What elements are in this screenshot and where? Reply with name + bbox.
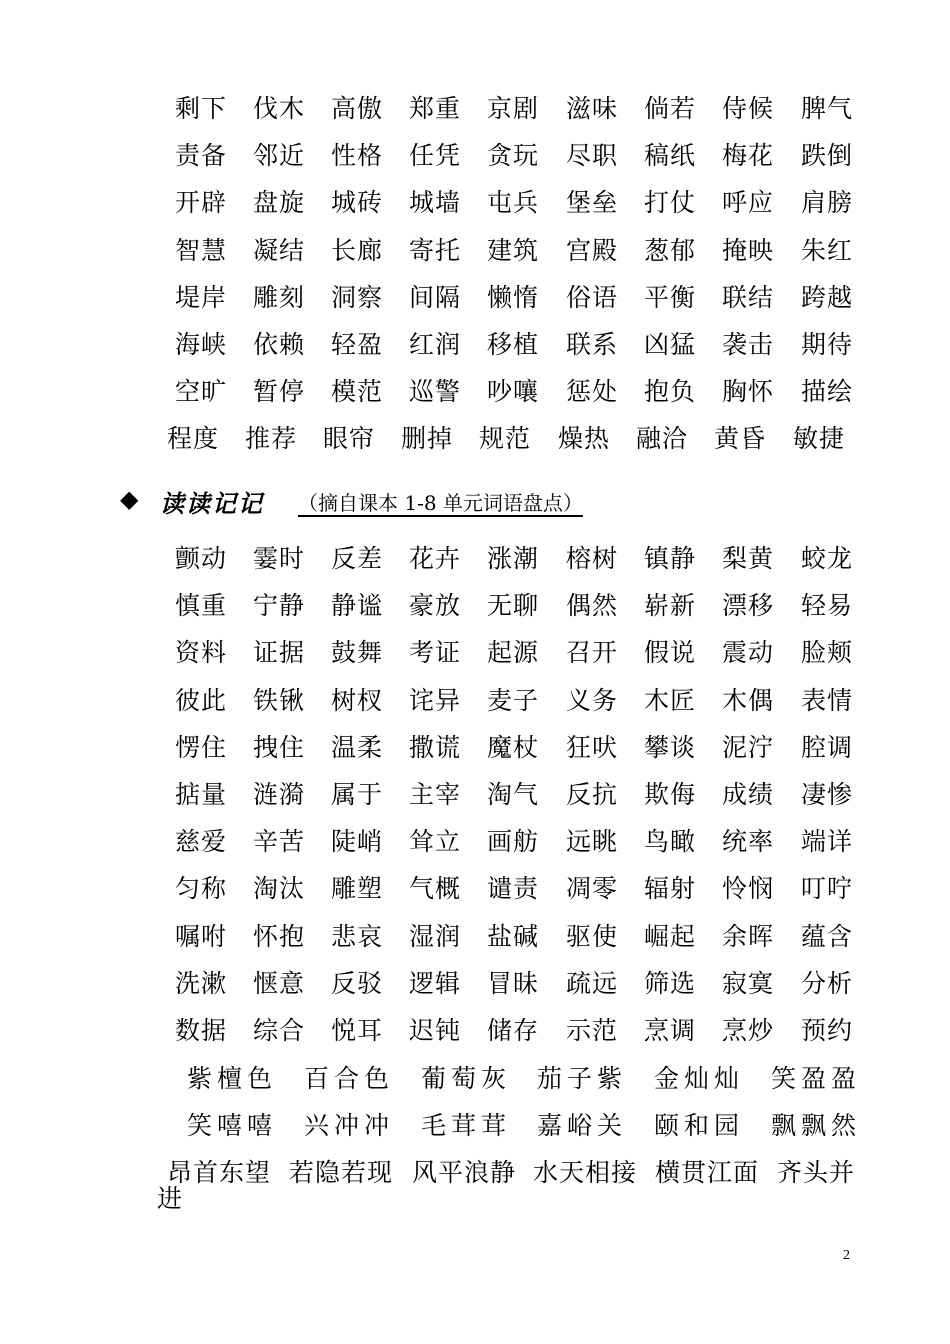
word: 花卉 — [409, 544, 462, 573]
word: 盘旋 — [253, 188, 306, 218]
word: 郑重 — [409, 94, 462, 123]
word: 筛选 — [644, 968, 697, 998]
word: 证据 — [253, 638, 306, 668]
word: 懒惰 — [487, 282, 540, 312]
word: 雕塑 — [331, 874, 384, 904]
word: 贪玩 — [487, 141, 540, 171]
word: 凋零 — [566, 874, 619, 904]
word: 梅花 — [722, 141, 775, 171]
word: 规范 — [479, 424, 532, 454]
word: 怜悯 — [722, 874, 775, 904]
word: 齐头并 — [777, 1158, 856, 1187]
word: 无聊 — [487, 591, 540, 621]
word: 脸颊 — [801, 638, 854, 668]
word: 屯兵 — [487, 188, 540, 218]
word: 彼此 — [175, 685, 228, 715]
word: 描绘 — [801, 377, 854, 407]
word: 温柔 — [331, 732, 384, 762]
word: 崭新 — [644, 591, 697, 621]
word: 朱红 — [801, 235, 854, 265]
word: 起源 — [487, 638, 540, 668]
word: 倘若 — [644, 94, 697, 123]
word: 联结 — [722, 282, 775, 312]
word: 金灿灿 — [654, 1064, 745, 1093]
section-title: 读读记记 — [160, 490, 264, 518]
word: 滋味 — [566, 94, 619, 123]
word: 模范 — [331, 377, 384, 407]
word: 凶猛 — [644, 330, 697, 359]
word: 匀称 — [175, 874, 228, 904]
word: 伐木 — [253, 94, 306, 123]
word: 烹炒 — [722, 1016, 775, 1045]
word: 长廊 — [331, 235, 384, 265]
word: 慎重 — [175, 591, 228, 621]
word: 湿润 — [409, 921, 462, 951]
word: 抱负 — [644, 377, 697, 407]
word: 愣住 — [175, 732, 228, 762]
word: 悦耳 — [331, 1016, 384, 1045]
word: 气概 — [409, 874, 462, 904]
word: 狂吠 — [566, 732, 619, 762]
word: 毛茸茸 — [421, 1111, 512, 1140]
word: 漂移 — [722, 591, 775, 621]
word: 高傲 — [331, 94, 384, 123]
word: 蕴含 — [801, 921, 854, 951]
word: 程度 — [167, 424, 220, 454]
word: 惩处 — [566, 377, 619, 407]
word: 怀抱 — [253, 921, 306, 951]
word: 删掉 — [401, 424, 454, 454]
word: 跌倒 — [801, 141, 854, 171]
word: 麦子 — [487, 685, 540, 715]
word: 烹调 — [644, 1016, 697, 1045]
word: 责备 — [175, 141, 228, 171]
word: 笑盈盈 — [771, 1064, 862, 1093]
word: 俗语 — [566, 282, 619, 312]
word: 淘汰 — [253, 874, 306, 904]
word: 冒昧 — [487, 968, 540, 998]
word: 轻盈 — [331, 330, 384, 359]
word: 掩映 — [722, 235, 775, 265]
word: 暂停 — [253, 377, 306, 407]
word: 榕树 — [566, 544, 619, 573]
word: 远眺 — [566, 827, 619, 857]
word: 综合 — [253, 1016, 306, 1045]
word: 洞察 — [331, 282, 384, 312]
word: 静谧 — [331, 591, 384, 621]
word: 凝结 — [253, 235, 306, 265]
word: 寂寞 — [722, 968, 775, 998]
word: 欺侮 — [644, 780, 697, 809]
word: 黄昏 — [714, 424, 767, 454]
word: 腔调 — [801, 732, 854, 762]
word: 横贯江面 — [655, 1158, 760, 1187]
word: 期待 — [801, 330, 854, 359]
word: 反抗 — [566, 780, 619, 809]
word: 辛苦 — [253, 827, 306, 857]
word: 葡萄灰 — [421, 1064, 512, 1093]
word: 打仗 — [644, 188, 697, 218]
word: 堡垒 — [566, 188, 619, 218]
word: 红润 — [409, 330, 462, 359]
word: 燥热 — [558, 424, 611, 454]
word: 反差 — [331, 544, 384, 573]
section-subtitle: （摘自课本 1-8 单元词语盘点） — [298, 491, 583, 515]
word: 吵嚷 — [487, 377, 540, 407]
word: 平衡 — [644, 282, 697, 312]
word: 若隐若现 — [289, 1158, 394, 1187]
word: 端详 — [801, 827, 854, 857]
word: 融洽 — [636, 424, 689, 454]
word: 间隔 — [409, 282, 462, 312]
word: 数据 — [175, 1016, 228, 1045]
word: 攀谈 — [644, 732, 697, 762]
word: 辐射 — [644, 874, 697, 904]
word: 性格 — [331, 141, 384, 171]
word: 泥泞 — [722, 732, 775, 762]
word: 肩膀 — [801, 188, 854, 218]
word: 树杈 — [331, 685, 384, 715]
diamond-bullet-icon: ◆ — [120, 485, 139, 513]
word: 跨越 — [801, 282, 854, 312]
page-number: 2 — [843, 1248, 850, 1263]
word: 诧异 — [409, 685, 462, 715]
word: 义务 — [566, 685, 619, 715]
word: 慈爱 — [175, 827, 228, 857]
word: 陡峭 — [331, 827, 384, 857]
word: 嘱咐 — [175, 921, 228, 951]
word: 召开 — [566, 638, 619, 668]
word: 假说 — [644, 638, 697, 668]
word: 飘飘然 — [771, 1111, 862, 1140]
word: 稿纸 — [644, 141, 697, 171]
word: 袭击 — [722, 330, 775, 359]
word: 画舫 — [487, 827, 540, 857]
word: 叮咛 — [801, 874, 854, 904]
word: 悲哀 — [331, 921, 384, 951]
word: 空旷 — [175, 377, 228, 407]
word: 轻易 — [801, 591, 854, 621]
word: 邻近 — [253, 141, 306, 171]
word: 昂首东望 — [167, 1158, 272, 1187]
word: 分析 — [801, 968, 854, 998]
word: 城墙 — [409, 188, 462, 218]
word: 任凭 — [409, 141, 462, 171]
word: 考证 — [409, 638, 462, 668]
word: 建筑 — [487, 235, 540, 265]
word: 魔杖 — [487, 732, 540, 762]
word: 谴责 — [487, 874, 540, 904]
word: 雕刻 — [253, 282, 306, 312]
word: 余晖 — [722, 921, 775, 951]
word: 脾气 — [801, 94, 854, 123]
word: 资料 — [175, 638, 228, 668]
word: 拽住 — [253, 732, 306, 762]
word: 镇静 — [644, 544, 697, 573]
word: 宁静 — [253, 591, 306, 621]
word: 木匠 — [644, 685, 697, 715]
word: 鸟瞰 — [644, 827, 697, 857]
word: 示范 — [566, 1016, 619, 1045]
word: 鼓舞 — [331, 638, 384, 668]
word: 兴冲冲 — [304, 1111, 395, 1140]
word: 剩下 — [175, 94, 228, 123]
word: 木偶 — [722, 685, 775, 715]
word: 紫檀色 — [187, 1064, 278, 1093]
word: 主宰 — [409, 780, 462, 809]
word: 胸怀 — [722, 377, 775, 407]
word: 颐和园 — [654, 1111, 745, 1140]
word: 颤动 — [175, 544, 228, 573]
word: 铁锹 — [253, 685, 306, 715]
word: 表情 — [801, 685, 854, 715]
word: 涟漪 — [253, 780, 306, 809]
word: 嘉峪关 — [537, 1111, 628, 1140]
word: 撒谎 — [409, 732, 462, 762]
word: 巡警 — [409, 377, 462, 407]
word: 宫殿 — [566, 235, 619, 265]
word: 崛起 — [644, 921, 697, 951]
word: 蛟龙 — [801, 544, 854, 573]
word: 掂量 — [175, 780, 228, 809]
word: 惬意 — [253, 968, 306, 998]
word: 尽职 — [566, 141, 619, 171]
word: 耸立 — [409, 827, 462, 857]
word: 属于 — [331, 780, 384, 809]
word: 笑嘻嘻 — [187, 1111, 278, 1140]
word: 震动 — [722, 638, 775, 668]
word: 梨黄 — [722, 544, 775, 573]
word: 开辟 — [175, 188, 228, 218]
word: 豪放 — [409, 591, 462, 621]
word: 洗漱 — [175, 968, 228, 998]
word: 凄惨 — [801, 780, 854, 809]
word: 敏捷 — [793, 424, 846, 454]
word: 驱使 — [566, 921, 619, 951]
word: 依赖 — [253, 330, 306, 359]
word: 偶然 — [566, 591, 619, 621]
word: 推荐 — [245, 424, 298, 454]
word: 风平浪静 — [412, 1158, 517, 1187]
word: 涨潮 — [487, 544, 540, 573]
word: 侍候 — [722, 94, 775, 123]
word: 成绩 — [722, 780, 775, 809]
word: 储存 — [487, 1016, 540, 1045]
word: 葱郁 — [644, 235, 697, 265]
word: 逻辑 — [409, 968, 462, 998]
word: 联系 — [566, 330, 619, 359]
word: 盐碱 — [487, 921, 540, 951]
word: 海峡 — [175, 330, 228, 359]
word: 疏远 — [566, 968, 619, 998]
word: 水天相接 — [533, 1158, 638, 1187]
word: 茄子紫 — [537, 1064, 628, 1093]
word: 京剧 — [487, 94, 540, 123]
word: 预约 — [801, 1016, 854, 1045]
word: 呼应 — [722, 188, 775, 218]
word: 反驳 — [331, 968, 384, 998]
word: 移植 — [487, 330, 540, 359]
word: 淘气 — [487, 780, 540, 809]
word: 统率 — [722, 827, 775, 857]
word: 寄托 — [409, 235, 462, 265]
word: 迟钝 — [409, 1016, 462, 1045]
word: 城砖 — [331, 188, 384, 218]
word: 霎时 — [253, 544, 306, 573]
word: 百合色 — [304, 1064, 395, 1093]
word: 堤岸 — [175, 282, 228, 312]
word: 进 — [157, 1184, 184, 1213]
word: 眼帘 — [323, 424, 376, 454]
word: 智慧 — [175, 235, 228, 265]
